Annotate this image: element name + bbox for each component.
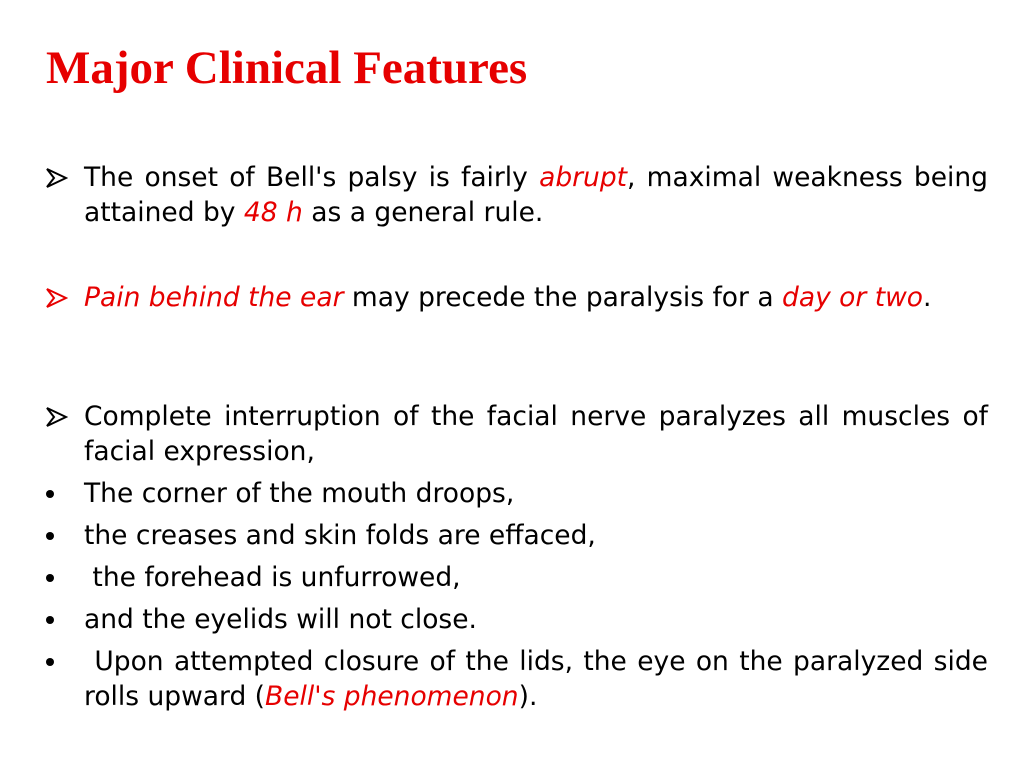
text-segment: may precede the paralysis for a	[343, 282, 783, 313]
text-segment: The onset of Bell's palsy is fairly	[84, 162, 540, 193]
bullet-onset-text	[84, 160, 988, 230]
list-item	[42, 602, 988, 637]
list-item-text: and the eyelids will not close.	[84, 604, 477, 635]
dot-bullet-icon	[42, 476, 84, 511]
bullet-onset	[42, 160, 988, 230]
arrowhead-bullet-icon	[42, 160, 84, 195]
dot-bullet-icon	[42, 644, 84, 679]
dot-bullet-icon	[42, 518, 84, 553]
list-item	[42, 518, 988, 553]
list-item-text: the forehead is unfurrowed,	[84, 562, 461, 593]
text-segment: as a general rule.	[302, 197, 544, 228]
bullet-interruption-text: Complete interruption of the facial nerve paralyzes all muscles of facial expression,	[84, 401, 988, 467]
text-segment: , maximal weakness being attained by	[84, 162, 988, 228]
text-segment: ).	[518, 681, 538, 712]
arrowhead-bullet-icon	[42, 399, 84, 434]
dot-bullet-icon	[42, 560, 84, 595]
list-item	[42, 476, 988, 511]
dot-bullet-icon	[42, 602, 84, 637]
bullet-pain-text	[84, 280, 988, 315]
list-item-text: The corner of the mouth droops,	[84, 478, 515, 509]
slide-title: Major Clinical Features	[46, 42, 528, 94]
list-item	[42, 560, 988, 595]
arrowhead-bullet-icon	[42, 280, 84, 315]
list-item-text	[84, 644, 997, 714]
emphasis-day-or-two: day or two	[782, 282, 923, 313]
text-segment: Upon attempted closure of the lids, the eye on the paralyzed side rolls upward (	[84, 646, 997, 712]
text-segment: .	[923, 282, 932, 313]
emphasis-bells-phenomenon: Bell's phenomenon	[265, 681, 519, 712]
bullet-pain	[42, 280, 988, 315]
list-item-text: the creases and skin folds are effaced,	[84, 520, 596, 551]
emphasis-pain-behind-ear: Pain behind the ear	[84, 282, 344, 313]
emphasis-48h: 48 h	[243, 197, 303, 228]
bullet-interruption	[42, 399, 997, 714]
list-item-bells-phenomenon	[42, 644, 997, 714]
emphasis-abrupt: abrupt	[539, 162, 628, 193]
